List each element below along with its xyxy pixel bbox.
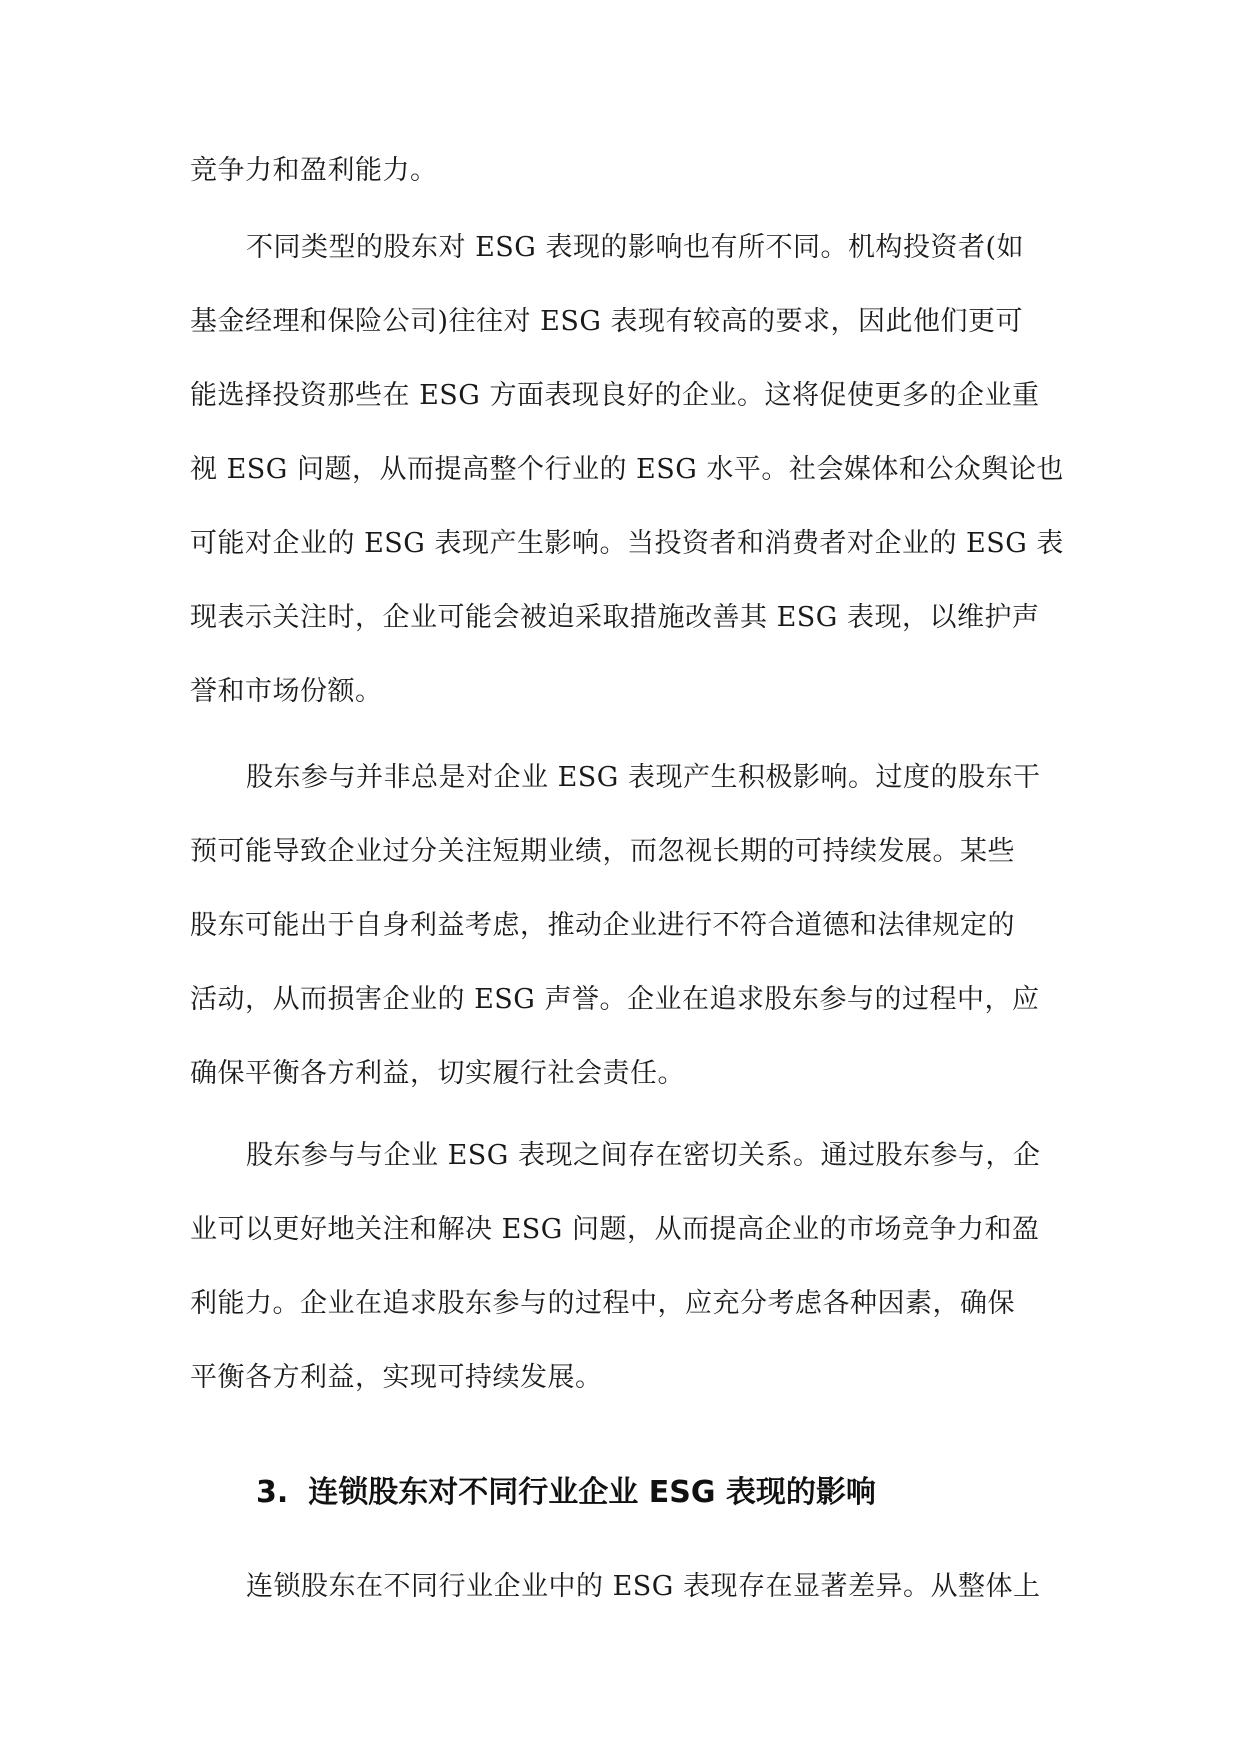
section-heading	[256, 1463, 876, 1523]
text-line: 预可能导致企业过分关注短期业绩，而忽视长期的可持续发展。某些	[190, 836, 1015, 867]
text-line: 利能力。企业在追求股东参与的过程中，应充分考虑各种因素，确保	[190, 1288, 1015, 1319]
text-line: 确保平衡各方利益，切实履行社会责任。	[190, 1058, 685, 1089]
text-line: 活动，从而损害企业的 ESG 声誉。企业在追求股东参与的过程中，应	[190, 984, 1040, 1015]
paragraph-section-intro	[190, 1550, 1050, 1624]
paragraph-shareholder-types	[190, 211, 1064, 729]
text-line: 不同类型的股东对 ESG 表现的影响也有所不同。机构投资者(如	[246, 232, 1024, 263]
text-line: 股东参与与企业 ESG 表现之间存在密切关系。通过股东参与，企	[246, 1140, 1041, 1171]
section-number: 3.	[256, 1475, 289, 1510]
paragraph-continuation	[190, 134, 1050, 208]
text-line: 可能对企业的 ESG 表现产生影响。当投资者和消费者对企业的 ESG 表	[190, 528, 1064, 559]
text-line: 基金经理和保险公司)往往对 ESG 表现有较高的要求，因此他们更可	[190, 306, 1023, 337]
paragraph-conclusion	[190, 1119, 1050, 1415]
text-line: 视 ESG 问题，从而提高整个行业的 ESG 水平。社会媒体和公众舆论也	[190, 454, 1064, 485]
paragraph-negative-effects	[190, 741, 1050, 1111]
text-line: 股东可能出于自身利益考虑，推动企业进行不符合道德和法律规定的	[190, 910, 1015, 941]
text-line: 现表示关注时，企业可能会被迫采取措施改善其 ESG 表现，以维护声	[190, 602, 1040, 633]
text-line: 能选择投资那些在 ESG 方面表现良好的企业。这将促使更多的企业重	[190, 380, 1040, 411]
text-line: 股东参与并非总是对企业 ESG 表现产生积极影响。过度的股东干	[246, 762, 1041, 793]
text-line: 竞争力和盈利能力。	[190, 155, 438, 186]
text-line: 平衡各方利益，实现可持续发展。	[190, 1362, 603, 1393]
text-line: 业可以更好地关注和解决 ESG 问题，从而提高企业的市场竞争力和盈	[190, 1214, 1040, 1245]
text-line: 誉和市场份额。	[190, 676, 383, 707]
text-line: 连锁股东在不同行业企业中的 ESG 表现存在显著差异。从整体上	[246, 1571, 1041, 1602]
section-title: 连锁股东对不同行业企业 ESG 表现的影响	[308, 1475, 876, 1510]
